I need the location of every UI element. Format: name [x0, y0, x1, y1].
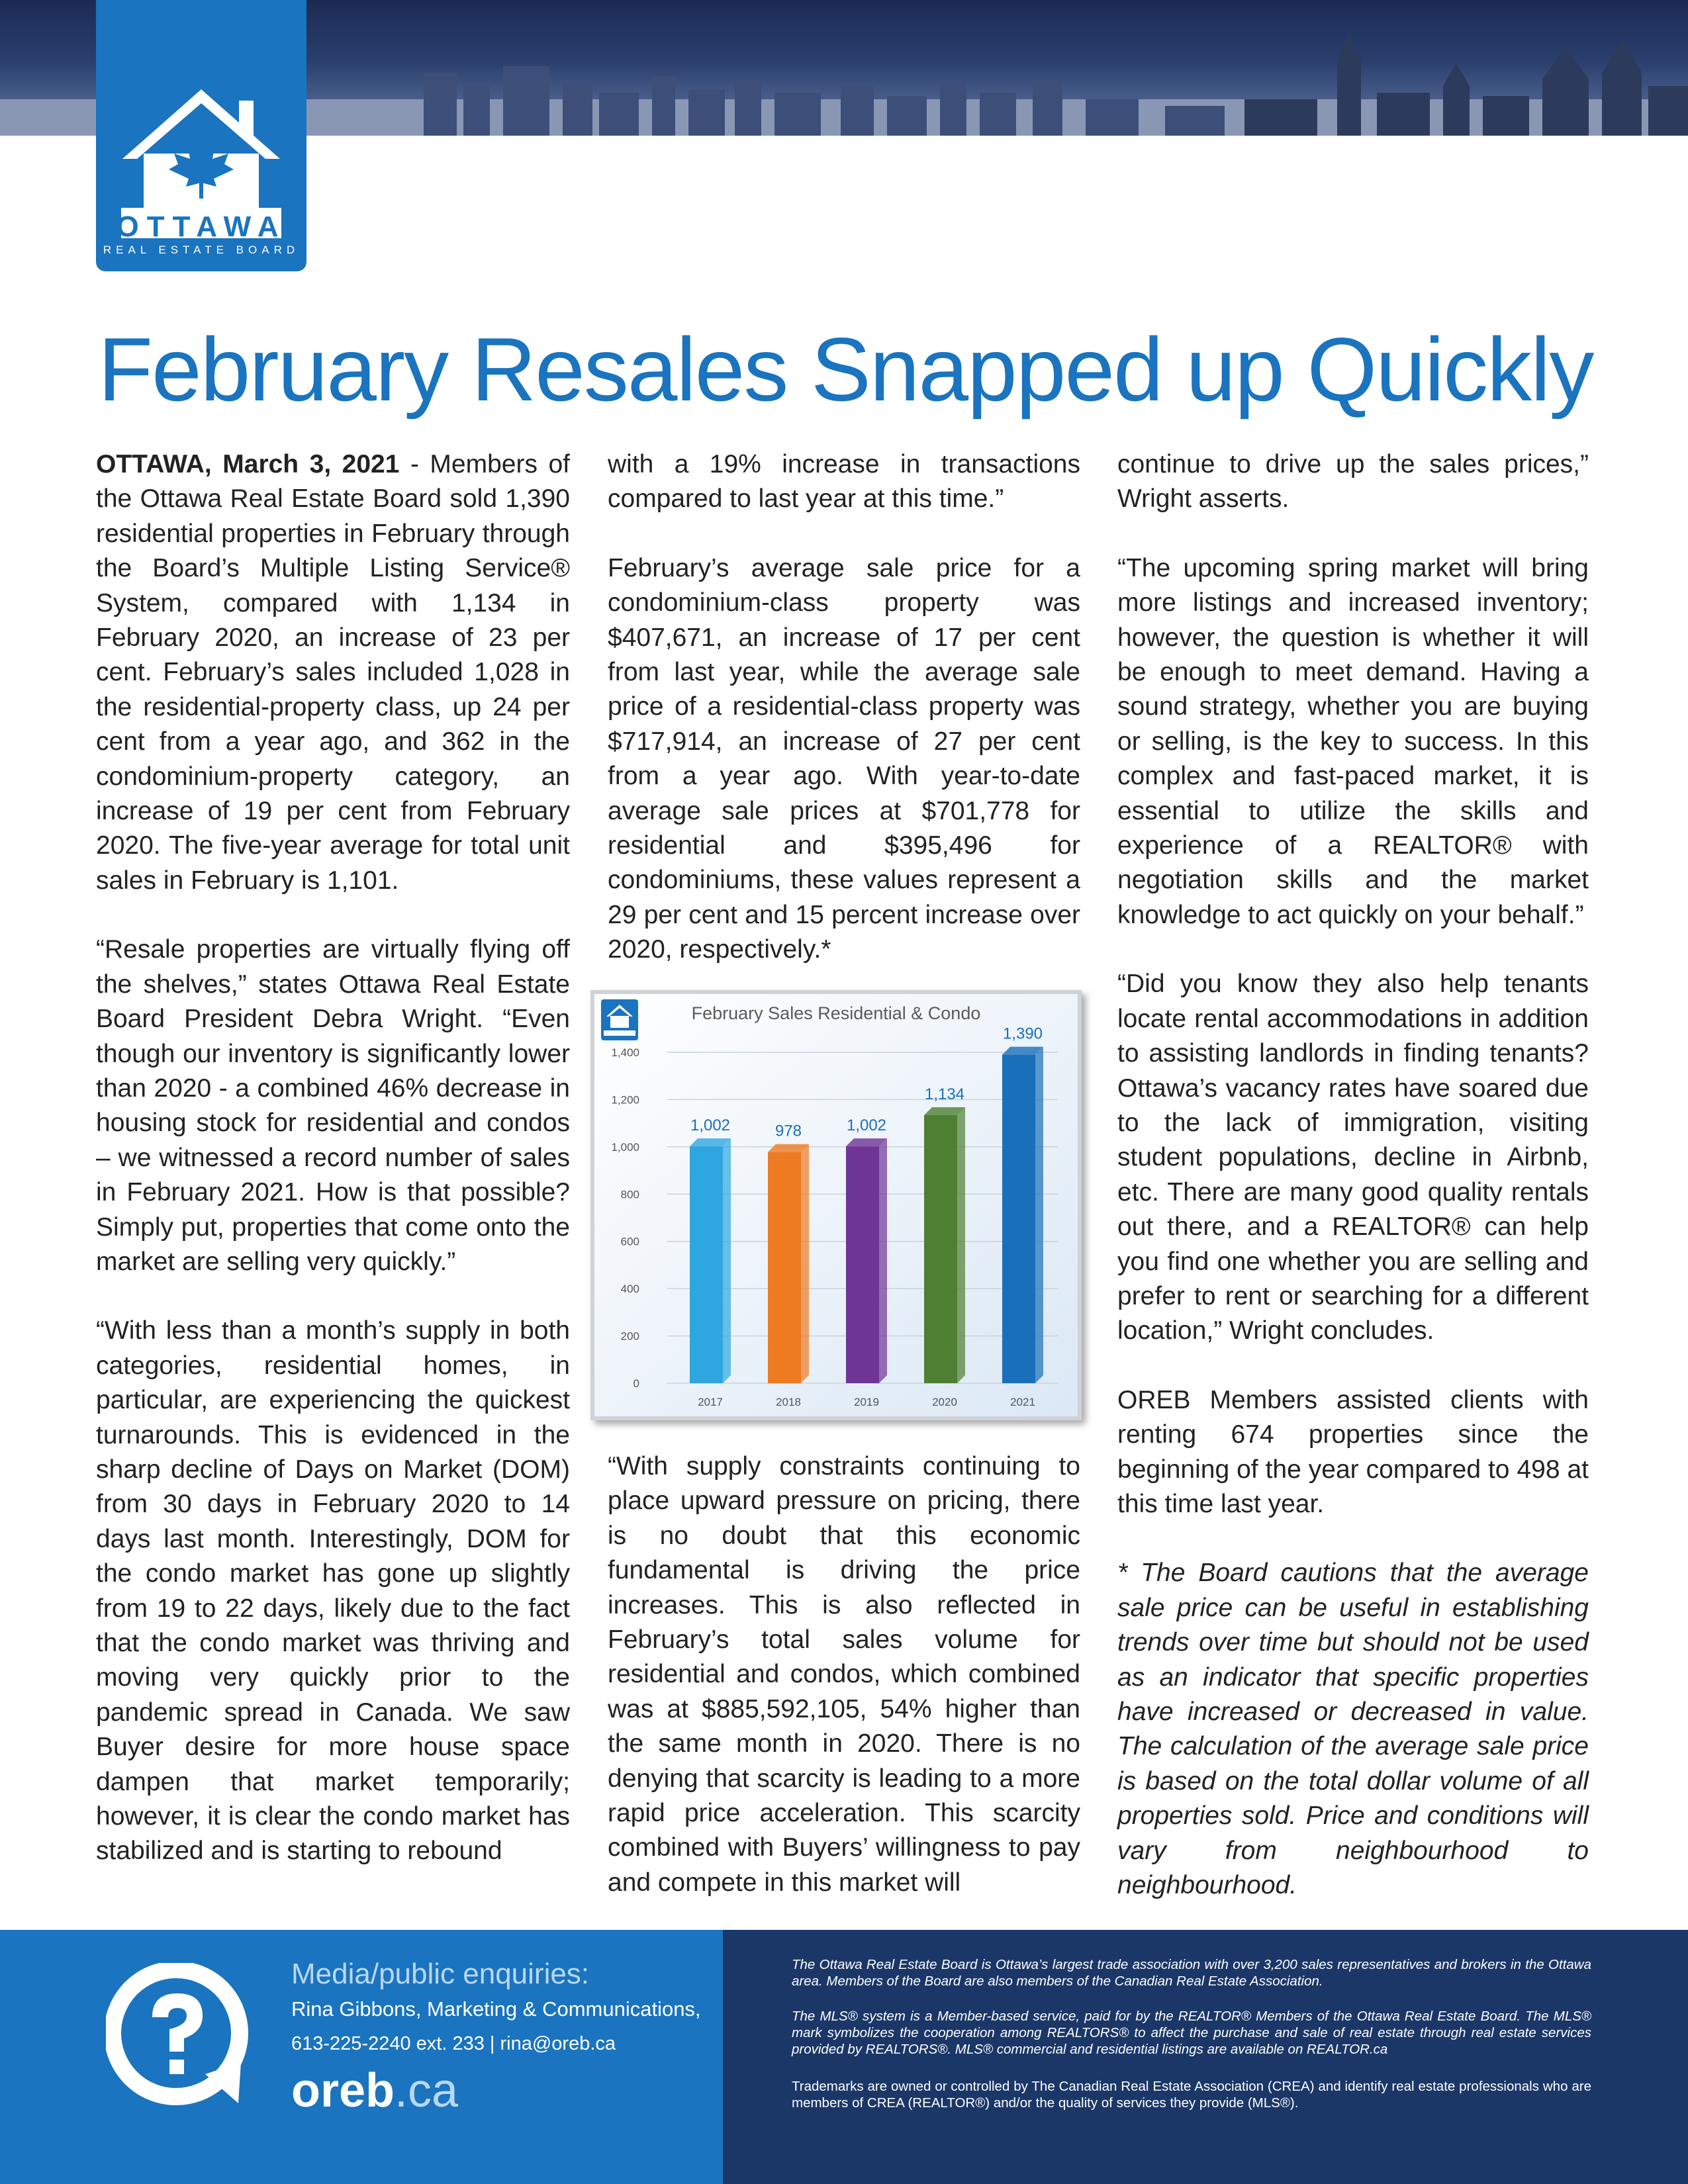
footer-trademark-text: Trademarks are owned or controlled by The Canadian Real Estate Association (CREA) and identify real estate professionals who are members of CREA (REALTOR®) and/or the quality of services they provide (MLS®).	[792, 2079, 1591, 2111]
article-paragraph: “Resale properties are virtually flying off the shelves,” states Ottawa Real Estate Board President Debra Wright. “Even though our inventory is significantly lower than 2020 - a combined 46% decrease in housing stock for residential and condos – we witnessed a record number of sales in February 2021. How is that possible? Simply put, properties that come onto the market are selling very quickly.”	[96, 935, 570, 1276]
footer-about-text: The Ottawa Real Estate Board is Ottawa’s largest trade association with over 3,200 sales representatives and brokers in the Ottawa area. Members of the Board are also members of the Canadian Real Estate Association.	[792, 1957, 1591, 1989]
website-tld: .ca	[395, 2064, 459, 2117]
y-tick-label: 200	[620, 1330, 639, 1343]
footer-mls-text: The MLS® system is a Member-based service, paid for by the REALTOR® Members of the Ottawa Real Estate Board. The MLS® mark symbolizes the cooperation among REALTORS® to affect the purchase and sale of real estate through real estate services provided by REALTORS®. MLS® commercial and residential listings are available on REALTOR.ca	[792, 2009, 1591, 2057]
chart-logo-icon	[601, 999, 638, 1040]
y-tick-label: 1,400	[611, 1046, 639, 1059]
article-paragraph: “The upcoming spring market will bring more listings and increased inventory; however, the question is whether it will be enough to meet demand. Having a sound strategy, whether you are buying or selling, is the key to success. In this complex and fast-paced market, it is essential to utilize the skills and experience of a REALTOR® with negotiation skills and the market knowledge to act quickly on your behalf.”	[1117, 553, 1589, 929]
chart-title: February Sales Residential & Condo	[691, 1003, 981, 1023]
article-column-3	[1117, 447, 1589, 1937]
chart-bar	[690, 1138, 731, 1383]
media-enquiries-title: Media/public enquiries:	[291, 1958, 590, 1990]
x-tick-label: 2021	[1010, 1396, 1035, 1408]
paragraph-text: - Members of the Ottawa Real Estate Board sold 1,390 residential properties in February through the Board’s Multiple Listing Service® System, compared with 1,134 in February 2020, an increase of 23 per cent. February’s sales included 1,028 in the residential-property class, up 24 per cent from a year ago, and 362 in the condominium-property category, an increase of 19 per cent from February 2020. The five-year average for total unit sales in February is 1,101.	[96, 450, 570, 895]
bar-data-label: 1,002	[690, 1116, 731, 1135]
bar-data-label: 978	[774, 1122, 802, 1140]
bar-data-label: 1,134	[924, 1085, 965, 1103]
sales-chart	[590, 990, 1082, 1420]
headline: February Resales Snapped up Quickly	[98, 319, 1593, 420]
article-paragraph: February’s average sale price for a condominium-class property was $407,671, an increase of 17 per cent from last year, while the average sale price of a residential-class property was $717,914, an increase of 27 per cent from a year ago. With year-to-date average sale prices at $701,778 for residential and $395,496 for condominiums, these values represent a 29 per cent and 15 percent increase over 2020, respectively.*	[608, 553, 1080, 964]
dateline: OTTAWA, March 3, 2021	[96, 450, 400, 478]
article-column-2	[608, 447, 1080, 1002]
article-paragraph	[96, 447, 570, 898]
y-tick-label: 800	[620, 1188, 639, 1201]
bar-data-label: 1,390	[1002, 1024, 1043, 1043]
website-domain: oreb	[291, 2064, 395, 2117]
chart-bar	[924, 1107, 965, 1383]
chart-bar	[846, 1138, 887, 1383]
article-paragraph: “With less than a month’s supply in both categories, residential homes, in particular, are experiencing the quickest turnarounds. This is evidenced in the sharp decline of Days on Market (DOM) from 30 days in February 2020 to 14 days last month. Interestingly, DOM for the condo market has gone up slightly from 19 to 22 days, likely due to the fact that the condo market was thriving and moving very quickly prior to the pandemic spread in Canada. We saw Buyer desire for more house space dampen that market temporarily; however, it is clear the condo market has stabilized and is starting to rebound	[96, 1316, 570, 1866]
logo-subtitle: REAL ESTATE BOARD	[103, 244, 300, 256]
y-tick-label: 400	[620, 1283, 639, 1296]
media-contact-name: Rina Gibbons, Marketing & Communications,	[291, 1997, 701, 2021]
bar-data-label: 1,002	[846, 1116, 887, 1135]
y-tick-label: 1,200	[611, 1093, 639, 1107]
article-paragraph: “With supply constraints continuing to place upward pressure on pricing, there is no doubt that this economic fundamental is driving the price increases. This is also reflected in February’s total sales volume for residential and condos, which combined was at $885,592,105, 54% higher than the same month in 2020. There is no denying that scarcity is leading to a more rapid price acceleration. This scarcity combined with Buyers’ willingness to pay and compete in this market will	[608, 1452, 1080, 1897]
y-tick-label: 600	[620, 1235, 639, 1248]
house-maple-leaf-icon	[96, 0, 306, 210]
x-tick-label: 2017	[698, 1396, 723, 1408]
article-paragraph: with a 19% increase in transactions compared to last year at this time.”	[608, 450, 1080, 514]
article-column-2-continued	[608, 1449, 1080, 1934]
article-paragraph: continue to drive up the sales prices,” Wright asserts.	[1117, 450, 1589, 514]
oreb-q-logo-icon	[106, 1963, 252, 2109]
oreb-logo	[96, 0, 306, 271]
chart-bar	[1002, 1047, 1043, 1383]
article-paragraph: OREB Members assisted clients with renting 674 properties since the beginning of the year compared to 498 at this time last year.	[1117, 1385, 1589, 1518]
website-link[interactable]	[291, 2064, 458, 2118]
article-paragraph: “Did you know they also help tenants locate rental accommodations in addition to assisting landlords in finding tenants? Ottawa’s vacancy rates have soared due to the lack of immigration, visiting student populations, decline in Airbnb, etc. There are many good quality rentals out there, and a REALTOR® can help you find one whether you are selling and prefer to rent or searching for a different location,” Wright concludes.	[1117, 970, 1589, 1345]
disclaimer-paragraph: * The Board cautions that the average sale price can be useful in establishing trends over time but should not be used as an indicator that specific properties have increased or decreased in value. The calculation of the average sale price is based on the total dollar volume of all properties sold. Price and conditions will vary from neighbourhood to neighbourhood.	[1117, 1559, 1589, 1900]
x-tick-label: 2020	[932, 1396, 957, 1408]
x-tick-label: 2019	[854, 1396, 879, 1408]
y-tick-label: 1,000	[611, 1140, 639, 1154]
article-column-1	[96, 447, 570, 1903]
y-tick-label: 0	[633, 1377, 639, 1390]
chart-bar	[768, 1144, 809, 1383]
x-tick-label: 2018	[776, 1396, 801, 1408]
logo-name: OTTAWA	[116, 210, 287, 243]
bar-chart	[594, 994, 1078, 1416]
media-contact-details: 613-225-2240 ext. 233 | rina@oreb.ca	[291, 2033, 616, 2054]
